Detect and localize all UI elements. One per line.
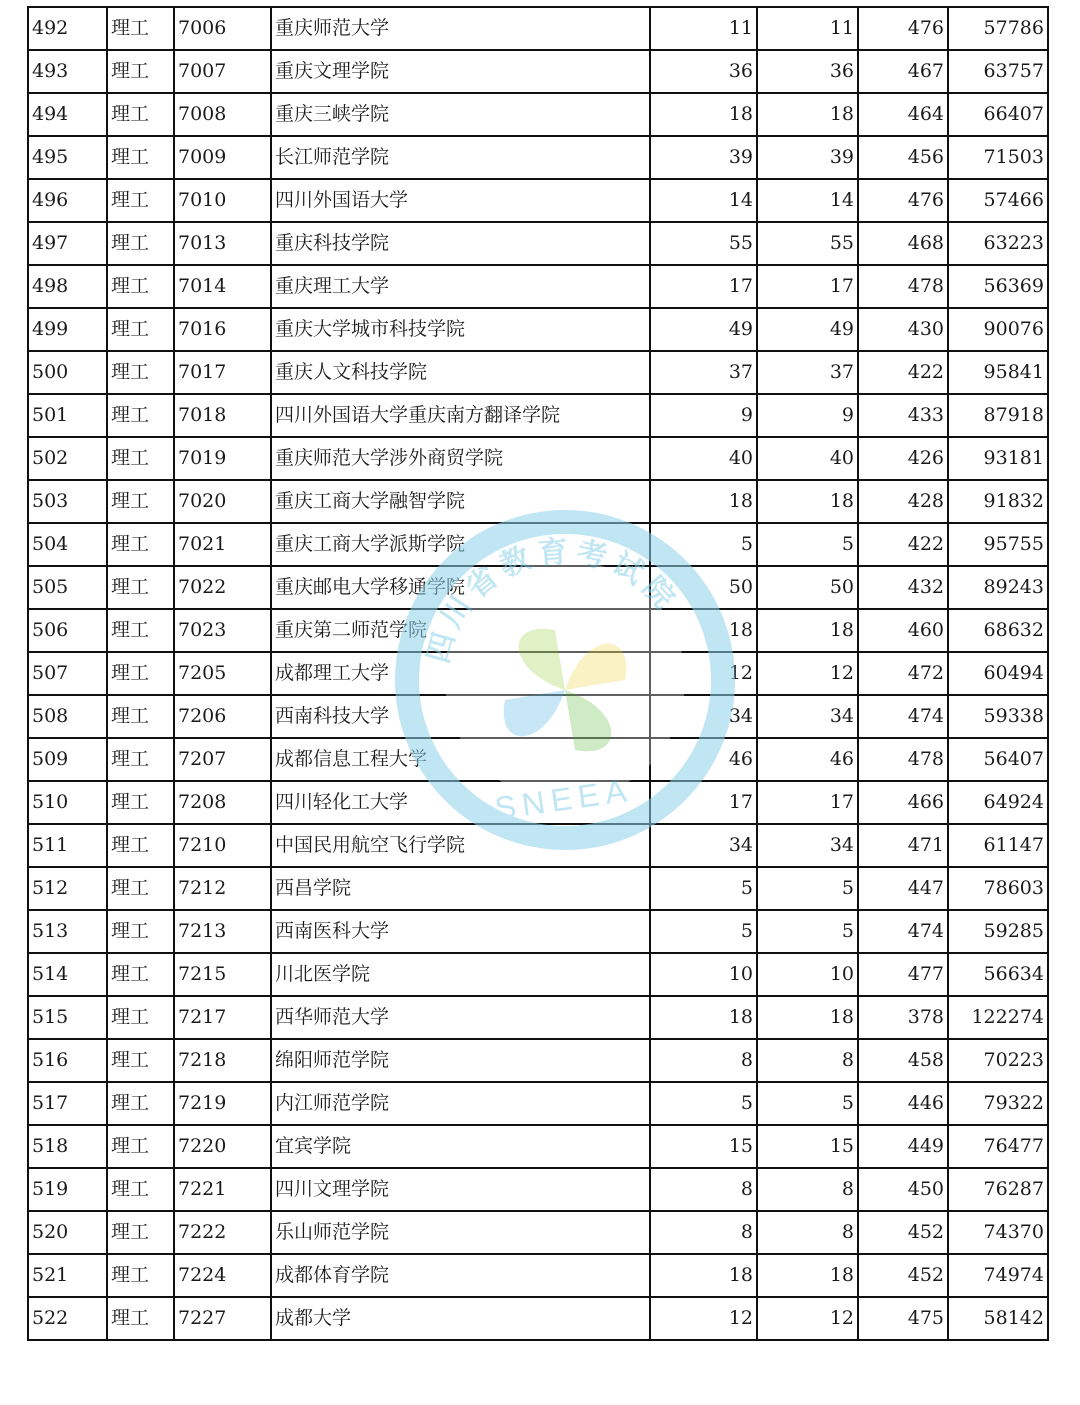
cell-min-score: 476 [858,7,948,50]
cell-school: 成都大学 [271,1297,650,1340]
cell-plan: 10 [650,953,757,996]
table-row [28,222,1048,265]
cell-category: 理工 [107,1125,174,1168]
cell-seq: 513 [28,910,107,953]
cell-min-score: 478 [858,738,948,781]
table-row [28,1082,1048,1125]
cell-plan: 8 [650,1039,757,1082]
cell-code: 7205 [174,652,271,695]
cell-admitted: 18 [757,93,858,136]
cell-min-rank: 64924 [948,781,1048,824]
cell-seq: 494 [28,93,107,136]
cell-min-score: 378 [858,996,948,1039]
cell-code: 7218 [174,1039,271,1082]
cell-code: 7014 [174,265,271,308]
cell-admitted: 8 [757,1168,858,1211]
table-row [28,179,1048,222]
cell-min-rank: 56369 [948,265,1048,308]
cell-plan: 12 [650,1297,757,1340]
table-row [28,824,1048,867]
cell-category: 理工 [107,480,174,523]
cell-school: 重庆工商大学派斯学院 [271,523,650,566]
cell-plan: 40 [650,437,757,480]
cell-category: 理工 [107,1254,174,1297]
cell-school: 内江师范学院 [271,1082,650,1125]
cell-admitted: 12 [757,652,858,695]
cell-school: 西南科技大学 [271,695,650,738]
cell-admitted: 34 [757,824,858,867]
cell-min-rank: 57786 [948,7,1048,50]
cell-category: 理工 [107,1297,174,1340]
table-row [28,50,1048,93]
cell-min-score: 422 [858,351,948,394]
cell-min-rank: 78603 [948,867,1048,910]
cell-plan: 55 [650,222,757,265]
cell-category: 理工 [107,351,174,394]
cell-plan: 49 [650,308,757,351]
cell-code: 7016 [174,308,271,351]
cell-category: 理工 [107,308,174,351]
cell-school: 重庆大学城市科技学院 [271,308,650,351]
table-row [28,609,1048,652]
cell-min-rank: 57466 [948,179,1048,222]
cell-code: 7022 [174,566,271,609]
table-row [28,1211,1048,1254]
cell-category: 理工 [107,1082,174,1125]
cell-min-rank: 68632 [948,609,1048,652]
table-row [28,394,1048,437]
cell-school: 重庆人文科技学院 [271,351,650,394]
cell-min-score: 466 [858,781,948,824]
cell-admitted: 15 [757,1125,858,1168]
cell-school: 成都理工大学 [271,652,650,695]
cell-min-score: 477 [858,953,948,996]
table-row [28,136,1048,179]
cell-school: 西南医科大学 [271,910,650,953]
cell-min-score: 449 [858,1125,948,1168]
cell-category: 理工 [107,265,174,308]
cell-school: 四川轻化工大学 [271,781,650,824]
cell-seq: 492 [28,7,107,50]
cell-category: 理工 [107,394,174,437]
cell-plan: 9 [650,394,757,437]
cell-min-rank: 90076 [948,308,1048,351]
cell-code: 7207 [174,738,271,781]
cell-code: 7010 [174,179,271,222]
cell-seq: 505 [28,566,107,609]
cell-plan: 8 [650,1168,757,1211]
cell-code: 7224 [174,1254,271,1297]
cell-plan: 46 [650,738,757,781]
cell-admitted: 39 [757,136,858,179]
cell-school: 重庆邮电大学移通学院 [271,566,650,609]
cell-admitted: 10 [757,953,858,996]
cell-category: 理工 [107,437,174,480]
cell-category: 理工 [107,824,174,867]
cell-code: 7006 [174,7,271,50]
cell-plan: 18 [650,996,757,1039]
cell-admitted: 14 [757,179,858,222]
table-row [28,351,1048,394]
cell-plan: 17 [650,781,757,824]
cell-code: 7217 [174,996,271,1039]
cell-admitted: 17 [757,781,858,824]
cell-seq: 495 [28,136,107,179]
cell-seq: 496 [28,179,107,222]
cell-code: 7017 [174,351,271,394]
cell-min-rank: 91832 [948,480,1048,523]
cell-plan: 50 [650,566,757,609]
cell-min-rank: 122274 [948,996,1048,1039]
table-row [28,1254,1048,1297]
cell-admitted: 55 [757,222,858,265]
cell-min-rank: 58142 [948,1297,1048,1340]
cell-plan: 34 [650,695,757,738]
cell-school: 长江师范学院 [271,136,650,179]
cell-code: 7020 [174,480,271,523]
cell-min-score: 468 [858,222,948,265]
cell-min-score: 458 [858,1039,948,1082]
table-row [28,1039,1048,1082]
cell-seq: 508 [28,695,107,738]
cell-min-score: 474 [858,910,948,953]
cell-seq: 511 [28,824,107,867]
cell-min-score: 447 [858,867,948,910]
cell-category: 理工 [107,910,174,953]
table-row [28,996,1048,1039]
cell-seq: 512 [28,867,107,910]
cell-min-rank: 71503 [948,136,1048,179]
cell-min-rank: 95755 [948,523,1048,566]
cell-min-rank: 56634 [948,953,1048,996]
cell-code: 7009 [174,136,271,179]
cell-school: 四川外国语大学重庆南方翻译学院 [271,394,650,437]
cell-seq: 519 [28,1168,107,1211]
cell-seq: 510 [28,781,107,824]
table-row [28,953,1048,996]
cell-min-score: 471 [858,824,948,867]
cell-code: 7007 [174,50,271,93]
cell-min-score: 464 [858,93,948,136]
cell-admitted: 11 [757,7,858,50]
cell-plan: 18 [650,480,757,523]
table-body [28,7,1048,1340]
cell-category: 理工 [107,738,174,781]
cell-admitted: 37 [757,351,858,394]
cell-category: 理工 [107,566,174,609]
cell-min-rank: 61147 [948,824,1048,867]
cell-min-score: 467 [858,50,948,93]
cell-admitted: 5 [757,910,858,953]
cell-school: 西华师范大学 [271,996,650,1039]
cell-seq: 497 [28,222,107,265]
cell-code: 7019 [174,437,271,480]
cell-min-score: 430 [858,308,948,351]
cell-plan: 5 [650,910,757,953]
table-row [28,523,1048,566]
cell-min-rank: 74974 [948,1254,1048,1297]
cell-seq: 517 [28,1082,107,1125]
cell-admitted: 12 [757,1297,858,1340]
cell-seq: 522 [28,1297,107,1340]
cell-code: 7222 [174,1211,271,1254]
cell-seq: 501 [28,394,107,437]
cell-school: 乐山师范学院 [271,1211,650,1254]
cell-seq: 521 [28,1254,107,1297]
table-row [28,566,1048,609]
cell-plan: 36 [650,50,757,93]
cell-admitted: 9 [757,394,858,437]
cell-seq: 500 [28,351,107,394]
cell-admitted: 5 [757,1082,858,1125]
cell-code: 7227 [174,1297,271,1340]
cell-seq: 507 [28,652,107,695]
cell-school: 绵阳师范学院 [271,1039,650,1082]
cell-category: 理工 [107,136,174,179]
table-row [28,781,1048,824]
cell-code: 7219 [174,1082,271,1125]
cell-admitted: 49 [757,308,858,351]
cell-min-score: 472 [858,652,948,695]
cell-plan: 15 [650,1125,757,1168]
cell-school: 重庆工商大学融智学院 [271,480,650,523]
cell-category: 理工 [107,93,174,136]
cell-min-rank: 76477 [948,1125,1048,1168]
cell-min-rank: 59285 [948,910,1048,953]
cell-min-score: 460 [858,609,948,652]
cell-admitted: 46 [757,738,858,781]
table-row [28,738,1048,781]
cell-code: 7023 [174,609,271,652]
cell-plan: 5 [650,1082,757,1125]
cell-seq: 493 [28,50,107,93]
cell-admitted: 40 [757,437,858,480]
cell-min-rank: 59338 [948,695,1048,738]
cell-seq: 504 [28,523,107,566]
cell-plan: 34 [650,824,757,867]
cell-code: 7008 [174,93,271,136]
cell-category: 理工 [107,695,174,738]
cell-min-rank: 63223 [948,222,1048,265]
cell-min-score: 426 [858,437,948,480]
cell-category: 理工 [107,222,174,265]
cell-plan: 5 [650,867,757,910]
cell-school: 宜宾学院 [271,1125,650,1168]
cell-admitted: 18 [757,609,858,652]
cell-min-score: 450 [858,1168,948,1211]
cell-min-score: 474 [858,695,948,738]
cell-school: 中国民用航空飞行学院 [271,824,650,867]
cell-plan: 11 [650,7,757,50]
cell-school: 重庆理工大学 [271,265,650,308]
cell-school: 川北医学院 [271,953,650,996]
cell-school: 重庆三峡学院 [271,93,650,136]
cell-min-rank: 60494 [948,652,1048,695]
table-row [28,265,1048,308]
cell-admitted: 18 [757,996,858,1039]
cell-code: 7208 [174,781,271,824]
cell-seq: 516 [28,1039,107,1082]
table-row [28,1297,1048,1340]
cell-category: 理工 [107,953,174,996]
cell-seq: 509 [28,738,107,781]
cell-code: 7220 [174,1125,271,1168]
cell-category: 理工 [107,609,174,652]
cell-min-rank: 76287 [948,1168,1048,1211]
table-row [28,867,1048,910]
cell-category: 理工 [107,867,174,910]
cell-min-score: 475 [858,1297,948,1340]
cell-admitted: 18 [757,1254,858,1297]
cell-min-score: 476 [858,179,948,222]
cell-min-rank: 63757 [948,50,1048,93]
cell-plan: 8 [650,1211,757,1254]
cell-category: 理工 [107,50,174,93]
cell-min-score: 428 [858,480,948,523]
cell-min-rank: 89243 [948,566,1048,609]
cell-seq: 514 [28,953,107,996]
admission-score-table [27,6,1049,1341]
cell-category: 理工 [107,1039,174,1082]
cell-min-score: 432 [858,566,948,609]
cell-code: 7018 [174,394,271,437]
watermark-arc-text: 四川省教育考试院 [420,534,686,668]
cell-seq: 499 [28,308,107,351]
cell-plan: 5 [650,523,757,566]
cell-min-rank: 93181 [948,437,1048,480]
cell-code: 7213 [174,910,271,953]
cell-min-score: 422 [858,523,948,566]
cell-code: 7013 [174,222,271,265]
cell-category: 理工 [107,781,174,824]
cell-code: 7212 [174,867,271,910]
cell-school: 四川外国语大学 [271,179,650,222]
table-row [28,93,1048,136]
cell-seq: 503 [28,480,107,523]
table-row [28,1168,1048,1211]
table-row [28,1125,1048,1168]
cell-code: 7210 [174,824,271,867]
cell-code: 7215 [174,953,271,996]
cell-school: 重庆科技学院 [271,222,650,265]
table-row [28,695,1048,738]
table-row [28,910,1048,953]
cell-seq: 515 [28,996,107,1039]
cell-plan: 14 [650,179,757,222]
cell-plan: 37 [650,351,757,394]
cell-plan: 18 [650,1254,757,1297]
watermark-sneea-text: SNEEA [492,771,635,827]
cell-admitted: 36 [757,50,858,93]
cell-min-score: 456 [858,136,948,179]
table-row [28,308,1048,351]
cell-plan: 18 [650,93,757,136]
cell-plan: 12 [650,652,757,695]
cell-admitted: 5 [757,523,858,566]
cell-code: 7021 [174,523,271,566]
table-row [28,652,1048,695]
cell-seq: 498 [28,265,107,308]
cell-min-rank: 56407 [948,738,1048,781]
cell-school: 四川文理学院 [271,1168,650,1211]
cell-admitted: 50 [757,566,858,609]
cell-seq: 502 [28,437,107,480]
cell-school: 西昌学院 [271,867,650,910]
table-row [28,480,1048,523]
cell-admitted: 5 [757,867,858,910]
cell-category: 理工 [107,1211,174,1254]
cell-min-score: 433 [858,394,948,437]
cell-min-rank: 74370 [948,1211,1048,1254]
cell-admitted: 34 [757,695,858,738]
cell-plan: 18 [650,609,757,652]
cell-school: 重庆文理学院 [271,50,650,93]
cell-category: 理工 [107,1168,174,1211]
cell-min-rank: 87918 [948,394,1048,437]
table-row [28,7,1048,50]
cell-school: 成都信息工程大学 [271,738,650,781]
cell-seq: 518 [28,1125,107,1168]
cell-min-rank: 70223 [948,1039,1048,1082]
cell-school: 重庆师范大学涉外商贸学院 [271,437,650,480]
cell-min-rank: 66407 [948,93,1048,136]
cell-admitted: 18 [757,480,858,523]
cell-school: 重庆第二师范学院 [271,609,650,652]
cell-min-score: 452 [858,1211,948,1254]
cell-min-rank: 95841 [948,351,1048,394]
cell-admitted: 8 [757,1211,858,1254]
cell-school: 重庆师范大学 [271,7,650,50]
cell-min-rank: 79322 [948,1082,1048,1125]
cell-category: 理工 [107,652,174,695]
cell-seq: 520 [28,1211,107,1254]
cell-category: 理工 [107,7,174,50]
cell-category: 理工 [107,523,174,566]
cell-code: 7221 [174,1168,271,1211]
cell-admitted: 8 [757,1039,858,1082]
cell-admitted: 17 [757,265,858,308]
cell-plan: 17 [650,265,757,308]
cell-plan: 39 [650,136,757,179]
cell-category: 理工 [107,179,174,222]
cell-category: 理工 [107,996,174,1039]
cell-min-score: 452 [858,1254,948,1297]
table-row [28,437,1048,480]
cell-school: 成都体育学院 [271,1254,650,1297]
cell-min-score: 478 [858,265,948,308]
cell-min-score: 446 [858,1082,948,1125]
cell-code: 7206 [174,695,271,738]
cell-seq: 506 [28,609,107,652]
